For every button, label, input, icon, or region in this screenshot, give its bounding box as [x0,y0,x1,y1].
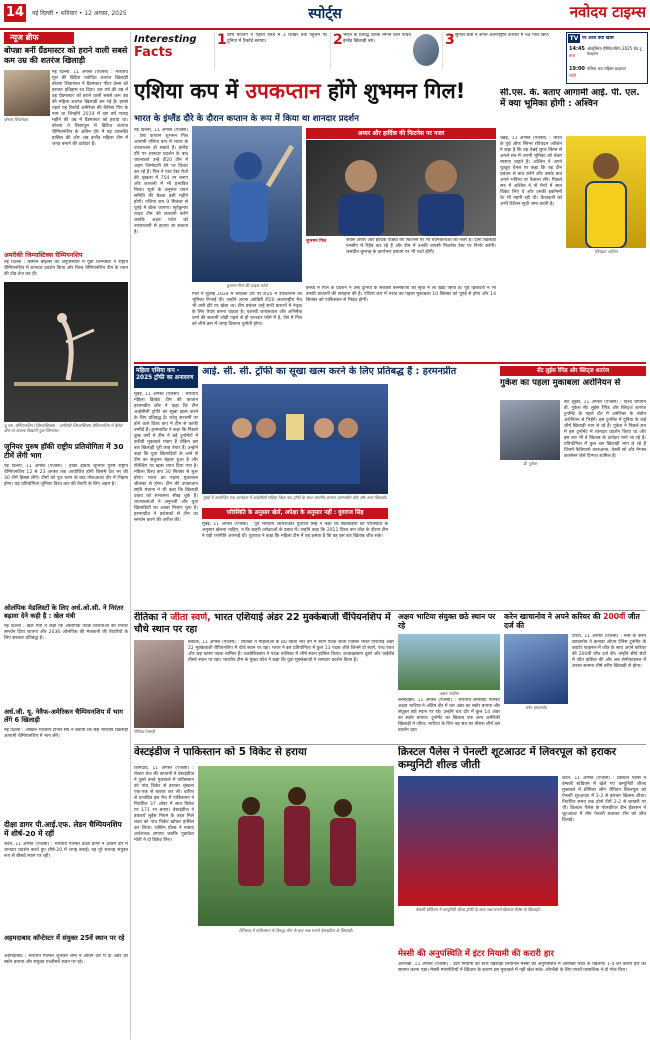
boxing-title-pre: रीतिका ने [134,612,167,623]
brand-logo: नवोदय टाइम्स [569,3,646,21]
bodhana-photo [4,70,50,116]
crystal-palace-story [398,746,646,946]
headline-pre: एशिया कप में [134,79,239,103]
gymnast-figure [4,282,128,422]
khachanov-story [504,612,646,742]
tv-label: TV [569,35,579,42]
ashwin-headline: सी.एस. के. बताए आगामी आई. पी. एल. में क्या भूमिका होगी : अश्विन [500,88,640,109]
trophy-photo [202,384,388,494]
brief-headline: जूनियर पुरुष हॉकी राष्ट्रीय प्रतियोगिता में 30 टीमें लेंगी भाग [4,442,124,460]
gukesh-headline: गुकेश का पहला मुकाबला अरोनियन से [500,378,621,388]
page-number: 14 [5,5,25,20]
column-divider [130,32,131,1039]
westindies-headline: वेस्टइंडीज ने पाकिस्तान को 5 विकेट से हराया [134,746,307,758]
yuvraj-body: मुंबई, 11 अगस्त (एजेंसी) : पूर्व भारतीय ऑलराउंडर युवराज सिंह ने कहा कि खिलाड़ियों को परिस्थिति के अनुसार खेलना चाहिए, न कि बाहरी अपेक्षाओं के दबाव में। उन्होंने कहा कि 2011 विश्व कप जीत के दौरान टीम ने यही रणनीति अपनाई थी। युवराज ने कहा कि महिला टीम में वह क्षमता है कि वह इस बार खिताब जीत सके। [202,522,388,539]
messi-story [398,948,646,1038]
news-brief-column [4,32,128,1039]
main-subheadline: भारत के इंग्लैंड दौरे के दौरान कप्तान के रूप में किया था शानदार प्रदर्शन [134,114,359,124]
photo-caption: शुभमन गिल की फाइल फोटो [226,283,268,288]
main-headline [134,74,496,108]
tv-tagline: पर आज क्या खास [582,36,614,41]
city-date: नई दिल्ली • शनिवार • 12 अगस्त, 2025 [32,10,127,17]
brief-headline: अमरीकी जिम्नास्टिक्स चैम्पियनशिप [4,252,83,259]
akshay-headline: अक्षय भाटिया संयुक्त छठे स्थान पर रहे [398,612,496,630]
headline-post: होंगे शुभमन गिल! [327,79,466,103]
fact-item [442,32,562,70]
brief-headline: अहमदाबाद कॉन्टेस्टर में संयुक्त 25वें स्थान पर रहे [4,934,125,942]
photo-caption: डी. गुकेश [523,461,537,466]
gymnastics-photo [4,282,128,422]
brief-body: नई दिल्ली : सिमोन बाइल्स की अनुपस्थिति में युवा जिम्नास्टों ने राष्ट्रीय चैम्पियनशिप में शानदार प्रदर्शन किया और विश्व चैम्पियनशिप टीम के चयन की दौड़ तेज कर दी। [4,260,128,277]
facts-title-a: Interesting [134,34,197,45]
brief-body: नई दिल्ली, 11 अगस्त (एजेंसी) : हॉकी इंडिया जूनियर पुरुष राष्ट्रीय चैम्पियनशिप 12 से 23 अगस्त तक आयोजित होगी जिसमें देश भर की 30 टीमें हिस्सा लेंगी। टीमों को पूल चरण के बाद नॉकआउट दौर में भिड़ना होगा। यह प्रतियोगिता जूनियर विश्व कप की तैयारी के लिए अहम है। [4,464,128,487]
team-figure [202,384,388,494]
brief-body: नई दिल्ली : खेल मंत्री ने कहा कि ओलंपिक पदक विजेताओं को निरंतर समर्थन दिया जाएगा और 2036 ओलंपिक की मेजबानी की तैयारियों के लिए सरकार प्रतिबद्ध है। [4,624,128,641]
photo-caption: त्रिनिदाद में पाकिस्तान के विरुद्ध जीत के बाद जश्न मनाते वेस्टइंडीज के खिलाड़ी। [238,928,354,933]
gukesh-body: सेंट लुईस, 11 अगस्त (एजेंसी) : विश्व चैंपियन डी. गुकेश सेंट लुईस रैपिड और ब्लिट्ज शतरंज टूर्नामेंट के पहले दौर में अमेरिका के लेवोन अरोनियन से भिड़ेंगे। इस टूर्नामेंट में दुनिया के कई शीर्ष खिलाड़ी भाग ले रहे हैं। गुकेश ने पिछले सत्र में इस टूर्नामेंट में शानदार प्रदर्शन किया था और इस बार भी वे खिताब के दावेदार माने जा रहे हैं। प्रतियोगिता में कुल दस खिलाड़ी भाग ले रहे हैं जिनमें फैबियानो कारुआना, वेस्ली सो और मैग्नस कार्लसन जैसे दिग्गज शामिल हैं। [564,400,646,459]
shubman-gill-photo [192,126,302,282]
tv-time: 19:00 [569,66,585,72]
photo-caption: रविचंद्रन अश्विन [594,249,618,254]
khachanov-photo [504,634,568,704]
boxing-body: बैंकॉक, 11 अगस्त (एजेंसी) : रीतिका ने महिलाओं के 80 किग्रा भार वर्ग में स्वर्ण पदक जीता जिससे भारत एशियाई अंडर 22 मुक्केबाजी चैंपियनशिप में चौथे स्थान पर रहा। भारत ने इस प्रतियोगिता में कुल 13 पदक जीते जिनमें दो स्वर्ण, पांच रजत और छह कांस्य पदक शामिल हैं। उजबेकिस्तान ने पदक तालिका में शीर्ष स्थान हासिल किया। कजाखस्तान दूसरे और थाईलैंड तीसरे स्थान पर रहा। भारतीय टीम के मुख्य कोच ने कहा कि युवा मुक्केबाजों ने शानदार प्रदर्शन किया है। [188,640,394,663]
facts-title-b: Facts [134,45,173,60]
fact-photo [413,34,439,66]
photo-caption: करेन खाचानोव [525,705,547,710]
fact-text: सुनील छेत्री ने अपने अंतरराष्ट्रीय करियर में 94 गोल किए। [455,33,550,38]
yuvraj-subhead: परिस्थिति के अनुसार खेलें, अपेक्षा के अनुसार नहीं : युवराज सिंह [202,508,388,519]
khachanov-title-number: 200वीं [603,612,626,621]
gukesh-story [500,366,646,608]
messi-headline: मेस्सी की अनुपस्थिति में इंटर मियामी की करारी हार [398,948,554,958]
westindies-body: त्रिनिदाद, 11 अगस्त (एजेंसी) : रोस्टन चेज की कप्तानी में वेस्टइंडीज ने दूसरे वनडे मुकाबले में पाकिस्तान को पांच विकेट से हराकर श्रृंखला एक-एक से बराबर कर ली। बारिश से प्रभावित इस मैच में पाकिस्तान ने निर्धारित 37 ओवर में सात विकेट पर 171 रन बनाए। वेस्टइंडीज ने डकवर्थ लुईस नियम के तहत मिले लक्ष्य को पांच विकेट खोकर हासिल कर लिया। जस्टिन ग्रीव्स ने नाबाद अर्धशतक लगाया जबकि गुडाकेश मोती ने दो विकेट लिए। [134,766,194,843]
tv-row [569,46,647,64]
gukesh-photo [500,400,560,460]
section-rule [134,610,646,611]
main-body-col2: गिल ने जुलाई 2024 में श्रीलंका दौरे पर टी20 में उपकप्तान की भूमिका निभाई थी। उन्होंने अपना आखिरी टी20 अंतरराष्ट्रीय मैच भी उसी दौरे पर खेला था। टीम प्रबंधन उन्हें सभी प्रारूपों में नेतृत्व के लिए तैयार करना चाहता है। यशस्वी जायसवाल और अभिषेक शर्मा की सलामी जोड़ी पहले से ही शानदार फॉर्म में है, ऐसे में गिल को शीर्ष क्रम में जगह दिलाना चुनौती होगा। [192,292,302,327]
khachanov-headline [504,612,646,630]
players-figure [306,140,496,236]
fact-item [214,32,328,70]
celebration-figure [198,766,394,926]
ashwin-figure [566,136,646,248]
brief-headline: ओलंपिक मेडलिस्टों के लिए अर्ध.ओ.सी. ने निरंतर बढ़ावा देने कही है : खेल मंत्री [4,604,124,620]
fact-item [330,32,440,70]
iyer-hardik-photo [306,140,496,236]
photo-caption: बोधना शिवानंदन [4,117,28,122]
section-title: स्पोर्ट्स [308,6,342,22]
main-body-col1: नई दिल्ली, 11 अगस्त (एजेंसी) : टेस्ट कप्तान शुभमन गिल आगामी एशिया कप में भारत के उपकप्तान हो सकते हैं। इंग्लैंड दौरे पर शानदार प्रदर्शन के बाद चयनकर्ता उन्हें टी20 टीम में अहम जिम्मेदारी देने पर विचार कर रहे हैं। गिल ने पांच टेस्ट मैचों की श्रृंखला में 754 रन बनाए और कप्तानी में भी प्रभावित किया। सूत्रों के अनुसार चयन समिति की बैठक इसी महीने होगी। एशिया कप 9 सितंबर से यूएई में खेला जाएगा। सूर्यकुमार यादव टीम की कप्तानी करेंगे जबकि अक्षर पटेल को उपकप्तानी से हटाया जा सकता है। [134,128,188,235]
messi-body: ऑरलैंडो, 11 अगस्त (एजेंसी) : इंटर मियामी को स्टार खिलाड़ी लियोनेल मेस्सी की अनुपस्थिति में ऑरलैंडो सिटी के खिलाफ 1-4 की करारी हार का सामना करना पड़ा। मेस्सी मांसपेशियों में खिंचाव के कारण इस मुकाबले में नहीं खेल सके। ऑरलैंडो के लिए मार्को पासालिक ने दो गोल किए। [398,962,646,973]
photo-caption: रीतिका (स्वर्ण) [134,729,156,734]
westindies-story [134,746,394,1036]
interesting-facts [134,32,562,70]
brief-headline: बोपन्ना बनीं ग्रैंडमास्टर को हराने वाली सबसे कम उम्र की शतरंज खिलाड़ी [4,46,128,65]
photo-caption: अक्षय भाटिया [439,691,459,696]
page-header [0,0,650,30]
asia-cup-women-label: महिला एशिया कप - 2025 ट्रॉफी का अनावरण [134,366,198,388]
trophy-headline: आई. सी. सी. ट्रॉफी का सूखा खत्म करने के लिए प्रतिबद्ध हैं : हरमनप्रीत [202,366,457,377]
akshay-photo [398,634,500,690]
brief-body: नई दिल्ली : अखिल भारतीय टेनिस संघ ने बताया कि छह भारतीय खिलाड़ी आगामी चैम्पियनशिप में भाग लेंगे। [4,728,128,739]
crystal-headline: क्रिस्टल पैलेस ने पेनल्टी शूटआउट में लिवरपूल को हराकर कम्युनिटी शील्ड जीती [398,746,617,771]
fact-number-3: 3 [445,32,455,48]
westindies-photo [198,766,394,926]
fact-text: शीर्ष चार्जिंग ने पहली वनडे में 3 शिखर तक पहुंचने पर दुनिया में रिकॉर्ड बनाया। [227,33,327,44]
gukesh-label: सेंट लुईस रैपिड और ब्लिट्ज शतरंज [500,366,646,376]
ashwin-story [500,88,646,356]
tv-channel: स्टार [569,53,576,58]
brief-body: अहमदाबाद : भारतीय गोल्फर शुभंकर शर्मा ने अंतिम दौर में दो अंडर का स्कोर बनाया और संयुक्त पच्चीसवें स्थान पर रहे। [4,954,128,965]
trophy-body: मुंबई, 11 अगस्त (एजेंसी) : भारतीय महिला क्रिकेट टीम की कप्तान हरमनप्रीत कौर ने कहा कि टीम आईसीसी ट्रॉफी का सूखा खत्म करने के लिए प्रतिबद्ध है। घरेलू सरजमीं पर होने वाले विश्व कप में टीम से काफी उम्मीदें हैं। हरमनप्रीत ने कहा कि पिछले कुछ वर्षों में टीम ने बड़े टूर्नामेंटों में करीबी मुकाबले गंवाए हैं लेकिन इस बार खिलाड़ी पूरी तरह तैयार हैं। उन्होंने कहा कि युवा खिलाड़ियों के आने से टीम का संतुलन बेहतर हुआ है और फील्डिंग पर खास ध्यान दिया गया है। महिला विश्व कप 30 सितंबर से शुरू होगा। भारत का पहला मुकाबला श्रीलंका से होगा। टीम की उपकप्तान स्मृति मंधाना ने भी कहा कि खिलाड़ी दबाव को संभालना सीख चुके हैं। चयनकर्ताओं ने अनुभवी और युवा खिलाड़ियों का अच्छा मिश्रण चुना है। हरमनप्रीत ने प्रशंसकों से टीम का समर्थन करने की अपील की। [134,392,198,523]
brief-headline: अर्ध.जी. यू. नेवैफ-अमेरिकन चैम्पियनशिप में भाग लेंगे 6 खिलाड़ी [4,708,123,724]
akshay-story [398,612,500,742]
boxing-title-post: भारत एशियाई अंडर 22 मुक्केबाजी चैंपियनशिप में चौथे स्थान पर रहा [134,612,391,635]
inset-body: श्रेयस अय्यर और हार्दिक पांड्या की फिटनेस पर भी चयनकर्ताओं की नजर है। दोनों खिलाड़ी एनसीए में रिहैब कर रहे हैं और टीम में उनकी वापसी फिटनेस टेस्ट पर निर्भर करेगी। जसप्रीत बुमराह के कार्यभार प्रबंधन पर भी चर्चा होगी। [346,238,496,255]
news-brief-label: न्यूज ब्रीफ [4,32,74,44]
fact-number-1: 1 [217,32,227,48]
inset-caption: शुभमन गिल [306,239,327,244]
tv-show: ऑस्ट्रेलिया चैम्पियनशिप 2025 रोड टू फाइनल [587,46,642,56]
brief-body: नई दिल्ली, 11 अगस्त (एजेंसी) : भारतीय मूल की ब्रिटिश नवोदित शतरंज खिलाड़ी बोधना शिवानंदन ने ग्रैंडमास्टर पीटर वेल्स को हराकर इतिहास रच दिया। दस वर्ष की उम्र में वह ग्रैंडमास्टर को हराने वाली सबसे कम उम्र की महिला शतरंज खिलाड़ी बन गई हैं। इससे पहले यह रिकॉर्ड अमेरिका की कैरिसा यिप के नाम था जिन्होंने 2019 में दस वर्ष ग्यारह महीने की उम्र में ग्रैंडमास्टर को हराया था। बोधना ने लिवरपूल में ब्रिटिश शतरंज चैम्पियनशिप के अंतिम दौर में यह उपलब्धि हासिल की और अब इंग्लैंड महिला टीम में जगह बनाने की दावेदार हैं। [52,70,128,147]
khachanov-title: करेन खाचानोव ने अपने करियर की [504,612,601,621]
photo-caption: मुंबई में आयोजित एक कार्यक्रम में आईसीसी महिला विश्व कप ट्रॉफी के साथ भारतीय कप्तान हरमनप्रीत कौर और अन्य खिलाड़ी। [202,495,388,500]
photo-caption: यू.एस. चैम्पियनशिप (जिम्नास्टिक्स) : अमेरिकी जिम्नास्टिक्स चैम्पियनशिप में बैलेंस बीम पर करतब दिखाती युवा जिम्नास्ट। [4,423,123,433]
section-rule [134,744,646,745]
tv-show: एशिया कप महिला फ़ाइनल [587,66,626,71]
brief-headline: दीक्षा डागर पी.आई.एफ. लेडन चैम्पियनशिप में शीर्ष-20 में रहीं [4,820,122,838]
crystal-body: लंदन, 11 अगस्त (एजेंसी) : क्रिस्टल पैलेस ने वेम्बली स्टेडियम में खेले गए कम्युनिटी शील्ड मुकाबले में प्रीमियर लीग चैंपियन लिवरपूल को पेनल्टी शूटआउट में 3-2 से हराकर खिताब जीता। निर्धारित समय तक दोनों टीमें 2-2 से बराबरी पर थीं। क्रिस्टल पैलेस के गोलकीपर डीन हेंडरसन ने शूटआउट में तीन पेनल्टी बचाकर टीम को जीत दिलाई। [562,776,646,823]
tv-time: 14:45 [569,46,585,52]
photo-caption: वेम्बली स्टेडियम में कम्युनिटी शील्ड ट्रॉफी के साथ जश्न मनाते क्रिस्टल पैलेस के खिलाड़ी। [415,907,541,912]
batsman-figure [192,126,302,282]
main-body-col3: इंग्लैंड में गिल के प्रदर्शन ने उन्हें दुनिया के सर्वश्रेष्ठ बल्लेबाजों की सूची में ला खड़ा किया है। पूर्व क्रिकेटरों ने भी उनकी कप्तानी की सराहना की है। एशिया कप में भारत का पहला मुकाबला 10 सितंबर को यूएई से होगा और 14 सितंबर को पाकिस्तान से भिड़ंत होगी। [306,286,496,303]
ashwin-photo [566,136,646,248]
ashwin-body: चेन्नई, 11 अगस्त (एजेंसी) : भारत के पूर्व ऑफ स्पिनर रविचंद्रन अश्विन ने कहा है कि वह चेन्नई सुपर किंग्स से अगले सत्र में अपनी भूमिका को लेकर स्पष्टता चाहते हैं। अश्विन ने अपने यूट्यूब चैनल पर कहा कि वह टीम प्रबंधन से बात करेंगे और उसके बाद अपने भविष्य पर फैसला लेंगे। पिछले सत्र में अश्विन ने नौ मैचों में सात विकेट लिए थे और उनकी इकॉनमी रेट भी महंगी रही थी। फ्रेंचाइजी को अभी रिटेंशन सूची जमा करनी है। [500,136,562,207]
fact-text: भारत के विरुद्ध शतक लगाने वाले पांचवें इंग्लैंड खिलाड़ी बने। [343,33,411,44]
tv-channel: सोनी [569,73,576,78]
facts-title [134,34,212,68]
khachanov-body: टोरंटो, 11 अगस्त (एजेंसी) : रूस के करेन खाचानोव ने कनाडा ओपन टेनिस टूर्नामेंट के क्वार्टर फाइनल में जीत के साथ अपने करियर की 200वीं जीत दर्ज की। उन्होंने सीधे सेटों में जीत हासिल की और अब सेमीफाइनल में उनका सामना शीर्ष वरीय खिलाड़ी से होगा। [572,634,646,669]
headline-highlight: उपकप्तान [245,79,321,103]
boxing-title-highlight: जीता स्वर्ण, [170,612,211,623]
khachanov-title-post: जीत दर्ज की [504,612,640,630]
inset-label: अय्यर और हार्दिक की फिटनेस पर नजर [306,128,496,139]
akshay-body: ब्लेनहाइम, 11 अगस्त (एजेंसी) : भारतीय-अमेरिकी गोल्फर अक्षय भाटिया ने अंतिम दौर में चार अंडर का स्कोर बनाया और संयुक्त छठे स्थान पर रहे। उन्होंने चार दौर में कुल 14 अंडर का स्कोर बनाया। टूर्नामेंट का खिताब एक अन्य अमेरिकी खिलाड़ी ने जीता। भाटिया के लिए यह सत्र का तीसरा शीर्ष दस प्रदर्शन रहा। [398,698,500,733]
boxing-headline [134,612,394,636]
ritika-photo [134,640,184,728]
crystal-photo [398,776,558,906]
section-rule [134,362,646,364]
fact-number-2: 2 [333,32,343,48]
tv-guide [566,32,648,84]
tv-row [569,66,647,84]
brief-body: लंदन, 11 अगस्त (एजेंसी) : भारतीय गोल्फर दीक्षा डागर ने अंतिम दौर में शानदार प्रदर्शन करते हुए शीर्ष-20 में जगह बनाई। वह पूरे सप्ताह संयुक्त रूप से बीसवें स्थान पर रहीं। [4,842,128,859]
